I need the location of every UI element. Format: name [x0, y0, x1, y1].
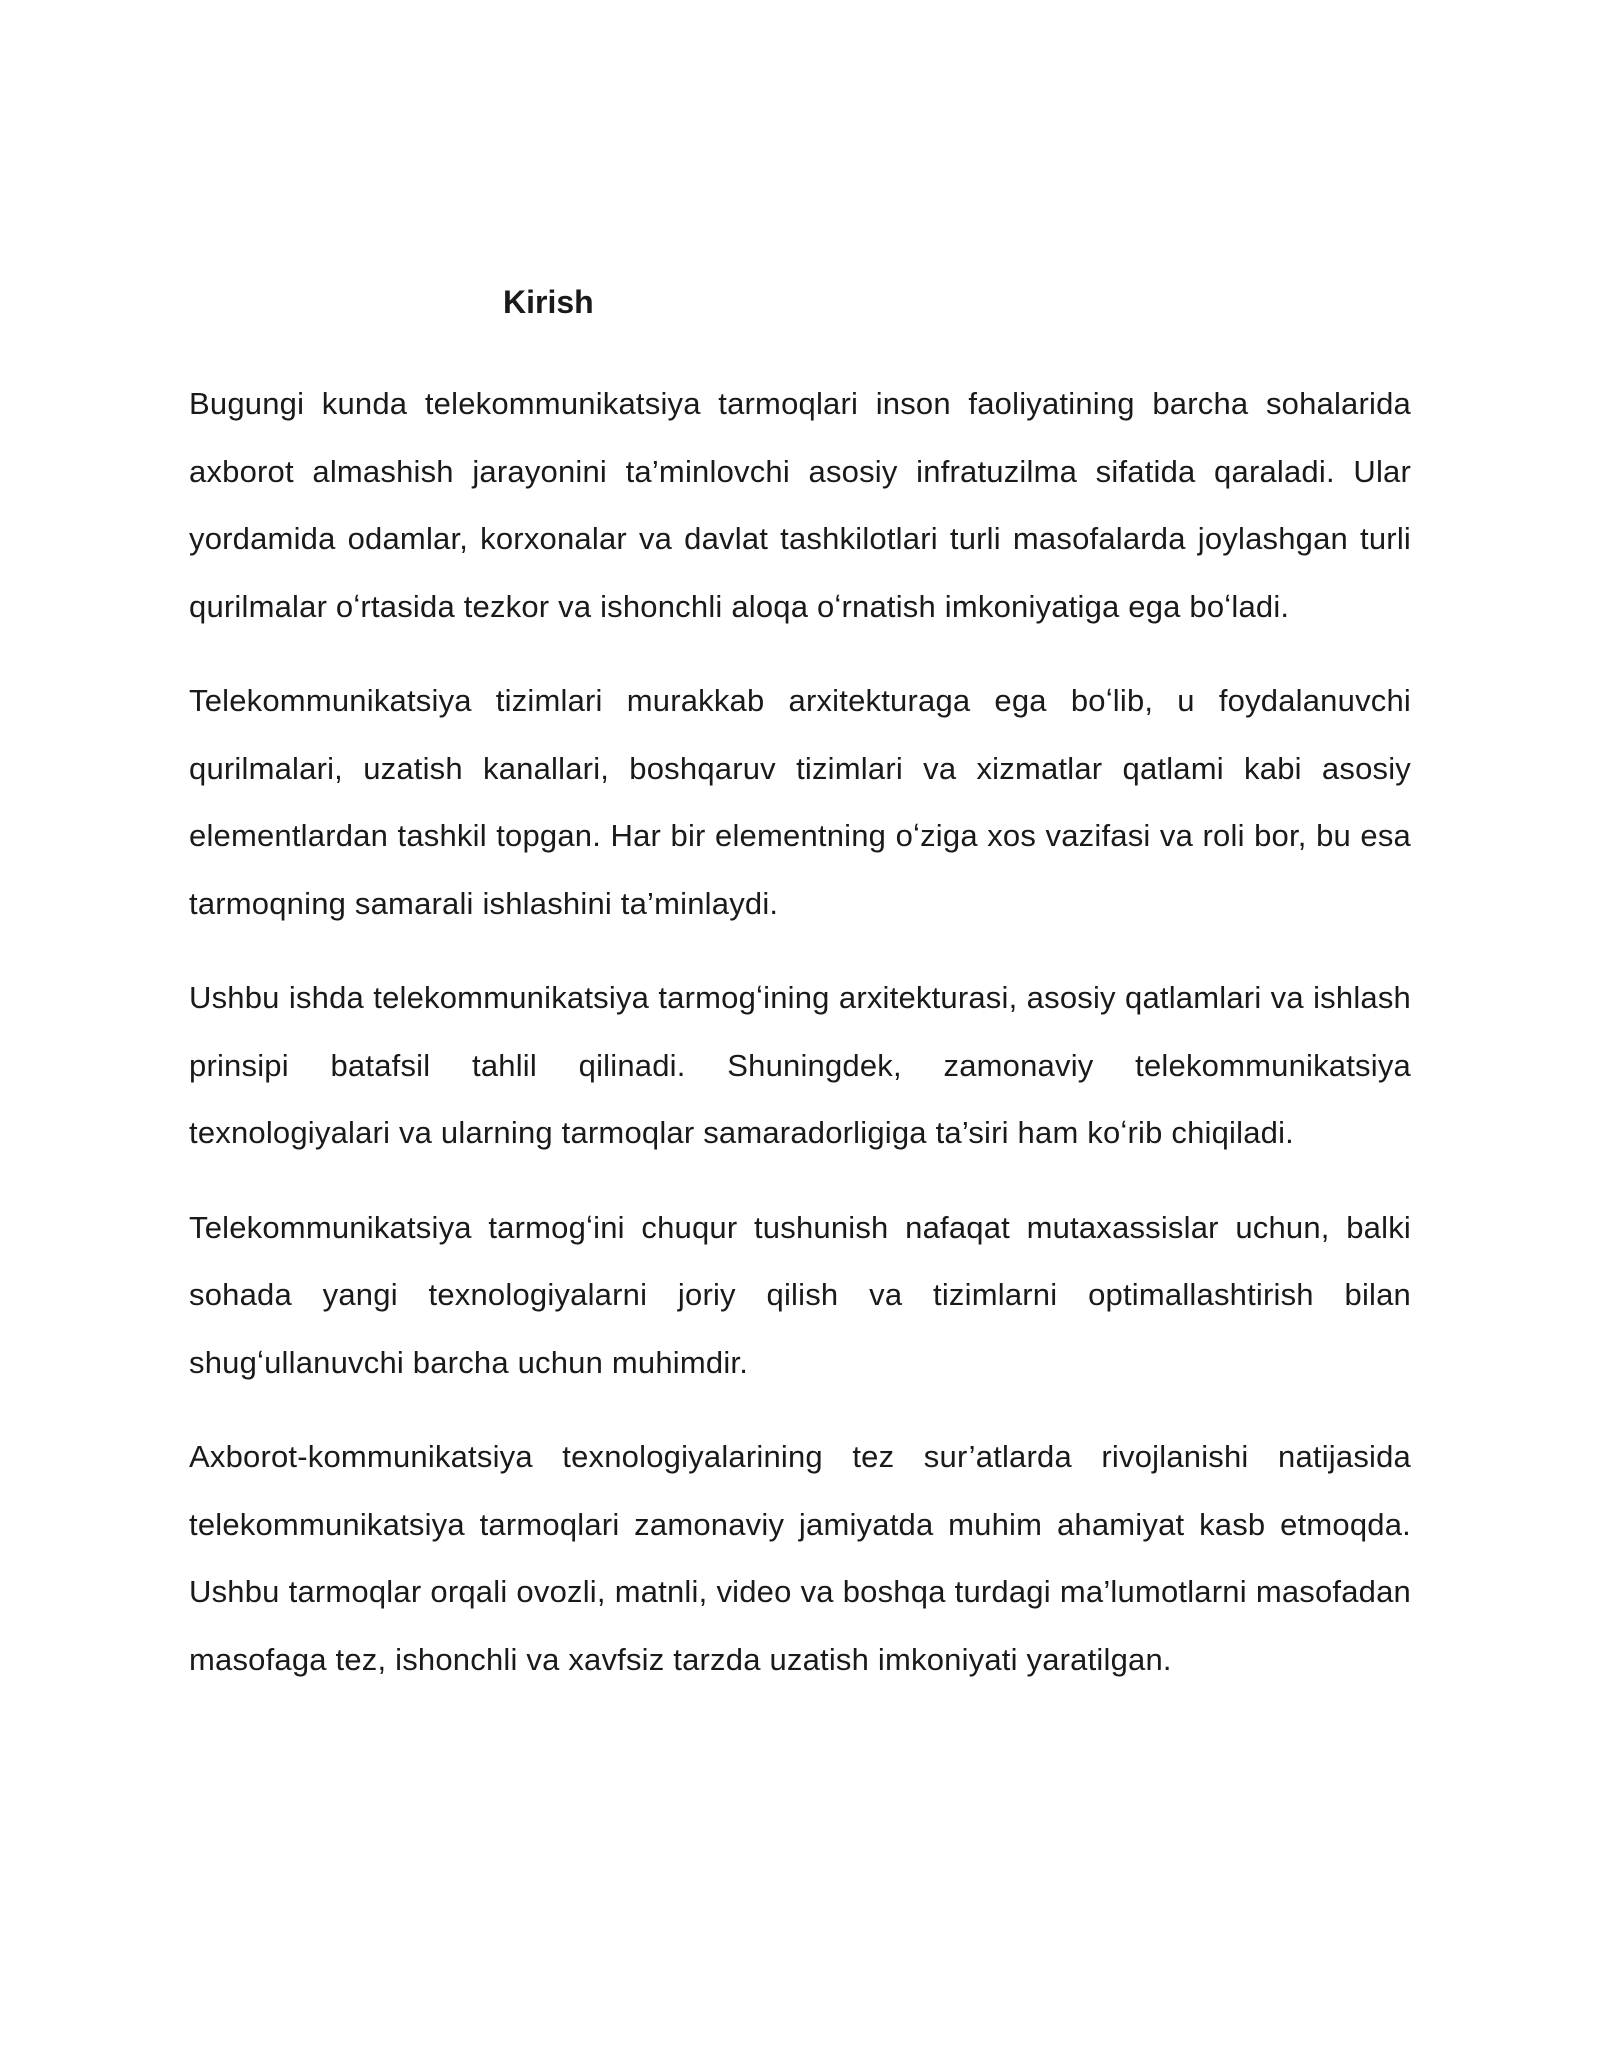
- document-title: Kirish: [503, 284, 594, 320]
- document-page: [189, 280, 1411, 1720]
- paragraph-2: Telekommunikatsiya tizimlari murakkab arxitekturaga ega boʻlib, u foydalanuvchi qurilmalari, uzatish kanallari, boshqaruv tizimlari va xizmatlar qatlami kabi asosiy elementlardan tashkil topgan. Har bir elementning oʻziga xos vazifasi va roli bor, bu esa tarmoqning samarali ishlashini ta’minlaydi.: [189, 683, 1411, 921]
- paragraph-5: Axborot-kommunikatsiya texnologiyalarining tez sur’atlarda rivojlanishi natijasida telekommunikatsiya tarmoqlari zamonaviy jamiyatda muhim ahamiyat kasb etmoqda. Ushbu tarmoqlar orqali ovozli, matnli, video va boshqa turdagi ma’lumotlarni masofadan masofaga tez, ishonchli va xavfsiz tarzda uzatish imkoniyati yaratilgan.: [189, 1439, 1411, 1677]
- paragraph-3: Ushbu ishda telekommunikatsiya tarmogʻining arxitekturasi, asosiy qatlamlari va ishlash prinsipi batafsil tahlil qilinadi. Shuningdek, zamonaviy telekommunikatsiya texnologiyalari va ularning tarmoqlar samaradorligiga ta’siri ham koʻrib chiqiladi.: [189, 980, 1411, 1150]
- paragraph-1: Bugungi kunda telekommunikatsiya tarmoqlari inson faoliyatining barcha sohalarida axborot almashish jarayonini ta’minlovchi asosiy infratuzilma sifatida qaraladi. Ular yordamida odamlar, korxonalar va davlat tashkilotlari turli masofalarda joylashgan turli qurilmalar oʻrtasida tezkor va ishonchli aloqa oʻrnatish imkoniyatiga ega boʻladi.: [189, 386, 1411, 624]
- paragraph-4: Telekommunikatsiya tarmogʻini chuqur tushunish nafaqat mutaxassislar uchun, balki sohada yangi texnologiyalarni joriy qilish va tizimlarni optimallashtirish bilan shugʻullanuvchi barcha uchun muhimdir.: [189, 1209, 1411, 1380]
